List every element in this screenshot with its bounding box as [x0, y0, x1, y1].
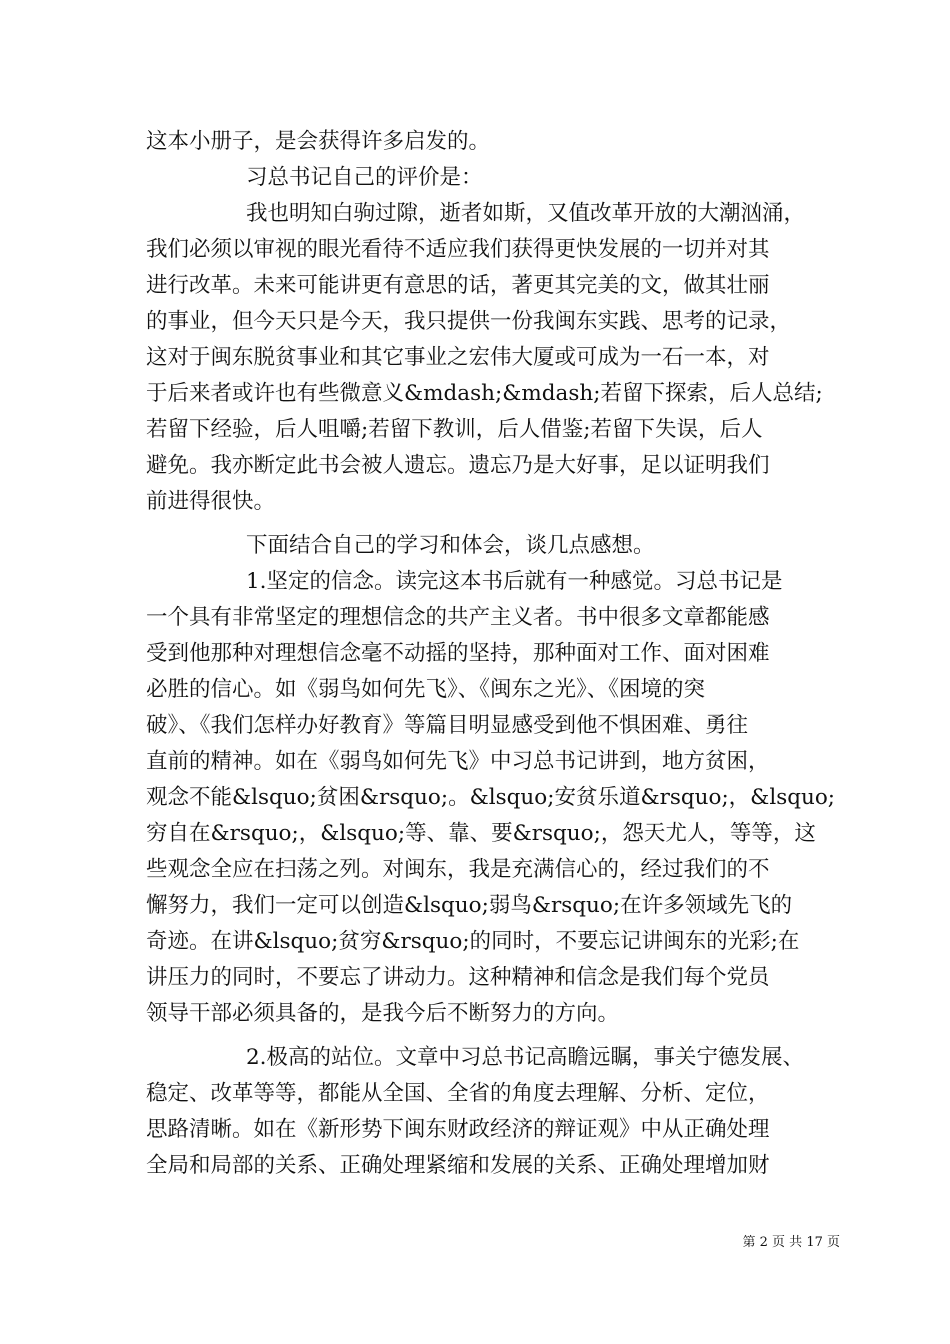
page-number-footer: 第 2 页 共 17 页: [742, 1235, 840, 1250]
text-line: 若留下经验，后人咀嚼;若留下教训，后人借鉴;若留下失误，后人: [146, 417, 763, 442]
text-line: 我也明知白驹过隙，逝者如斯，又值改革开放的大潮汹涌，: [246, 201, 806, 226]
text-line: 直前的精神。如在《弱鸟如何先飞》中习总书记讲到，地方贫困，: [146, 749, 770, 774]
text-line: 避免。我亦断定此书会被人遗忘。遗忘乃是大好事，足以证明我们: [146, 453, 770, 478]
text-line: 必胜的信心。如《弱鸟如何先飞》、《闽东之光》、《困境的突: [146, 677, 706, 702]
text-line: 讲压力的同时，不要忘了讲动力。这种精神和信念是我们每个党员: [146, 965, 770, 990]
text-line: 我们必须以审视的眼光看待不适应我们获得更快发展的一切并对其: [146, 237, 770, 262]
text-line: 这对于闽东脱贫事业和其它事业之宏伟大厦或可成为一石一本，对: [146, 345, 770, 370]
text-line: 懈努力，我们一定可以创造&lsquo;弱鸟&rsquo;在许多领域先飞的: [146, 893, 793, 918]
text-line: 一个具有非常坚定的理想信念的共产主义者。书中很多文章都能感: [146, 605, 770, 630]
text-line: 些观念全应在扫荡之列。对闽东，我是充满信心的，经过我们的不: [146, 857, 770, 882]
text-line: 观念不能&lsquo;贫困&rsquo;。&lsquo;安贫乐道&rsquo;，&lsquo;: [146, 785, 836, 810]
text-line: 受到他那种对理想信念毫不动摇的坚持，那种面对工作、面对困难: [146, 641, 770, 666]
text-line: 前进得很快。: [146, 489, 276, 514]
text-line: 的事业，但今天只是今天，我只提供一份我闽东实践、思考的记录，: [146, 309, 792, 334]
text-line: 这本小册子，是会获得许多启发的。: [146, 129, 491, 154]
text-line: 破》、《我们怎样办好教育》等篇目明显感受到他不惧困难、勇往: [146, 713, 749, 738]
text-line: 于后来者或许也有些微意义&mdash;&mdash;若留下探索，后人总结;: [146, 381, 823, 406]
text-line: 1.坚定的信念。读完这本书后就有一种感觉。习总书记是: [246, 569, 783, 594]
text-line: 稳定、改革等等，都能从全国、全省的角度去理解、分析、定位，: [146, 1081, 770, 1106]
text-line: 全局和局部的关系、正确处理紧缩和发展的关系、正确处理增加财: [146, 1153, 770, 1178]
text-line: 习总书记自己的评价是：: [246, 165, 483, 190]
text-line: 下面结合自己的学习和体会，谈几点感想。: [246, 533, 655, 558]
text-line: 2.极高的站位。文章中习总书记高瞻远瞩，事关宁德发展、: [246, 1045, 805, 1070]
text-line: 穷自在&rsquo;，&lsquo;等、靠、要&rsquo;，怨天尤人，等等，这: [146, 821, 816, 846]
text-line: 奇迹。在讲&lsquo;贫穷&rsquo;的同时，不要忘记讲闽东的光彩;在: [146, 929, 800, 954]
text-line: 进行改革。未来可能讲更有意思的话，著更其完美的文，做其壮丽: [146, 273, 770, 298]
text-line: 思路清晰。如在《新形势下闽东财政经济的辩证观》中从正确处理: [146, 1117, 770, 1142]
text-line: 领导干部必须具备的，是我今后不断努力的方向。: [146, 1001, 620, 1026]
